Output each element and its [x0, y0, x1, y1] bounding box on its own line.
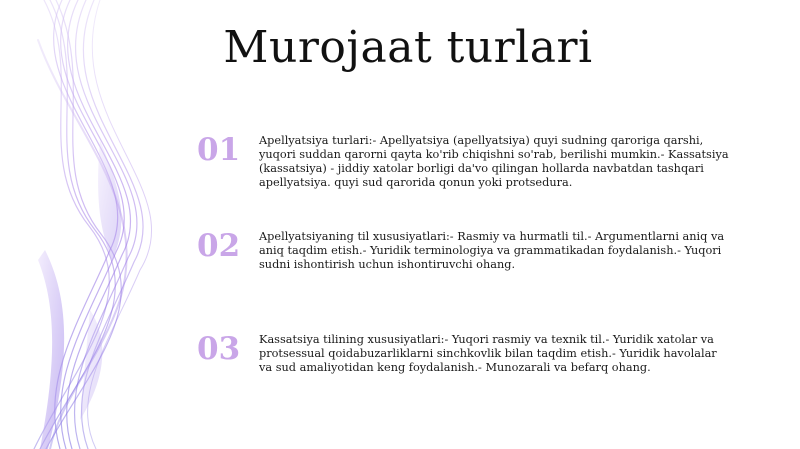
item-number: 01 [197, 132, 241, 168]
item-text: Kassatsiya tilining xususiyatlari:- Yuqori rasmiy va texnik til.- Yuridik xatolar va protsessual qoidabuzarliklarni sinchkovlik bilan taqdim etish.- Yuridik havolalar va sud amaliyotidan keng foydalanish.- Munozarali va befarq ohang. [259, 333, 717, 374]
item-number: 02 [197, 228, 241, 264]
item-number: 03 [197, 331, 241, 367]
slide-title: Murojaat turlari [223, 22, 593, 73]
item-text: Apellyatsiyaning til xususiyatlari:- Rasmiy va hurmatli til.- Argumentlarni aniq va aniq taqdim etish.- Yuridik terminologiya va grammatikadan foydalanish.- Yuqori sudni ishontirish uchun ishontiruvchi ohang. [259, 230, 725, 271]
item-text: Apellyatsiya turlari:- Apellyatsiya (apellyatsiya) quyi sudning qaroriga qarshi, yuqori suddan qarorni qayta ko'rib chiqishni so'rab, berilishi mumkin.- Kassatsiya (kassatsiya) - jiddiy xatolar borligi da'vo qilingan hollarda navbatdan tashqari apellyatsiya. quyi sud qarorida qonun yoki protsedura. [259, 134, 729, 189]
